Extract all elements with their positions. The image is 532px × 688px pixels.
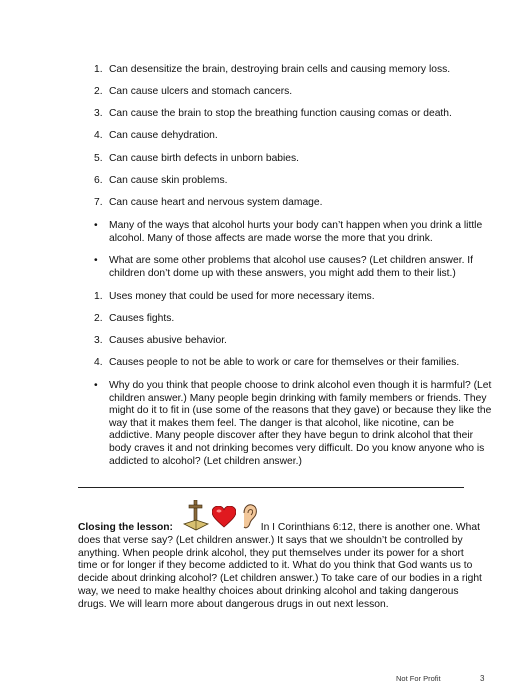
bullet-marker: • (94, 380, 98, 391)
list-item (94, 130, 494, 143)
list-item-text: Uses money that could be used for more necessary items. (109, 291, 375, 302)
list-number: 4. (94, 357, 103, 368)
list-item (94, 175, 494, 188)
list-item-text: Causes fights. (109, 313, 175, 324)
list-item-text: Can cause ulcers and stomach cancers. (109, 86, 293, 97)
list-item-text: Causes abusive behavior. (109, 335, 227, 346)
closing-body: In I Corinthians 6:12, there is another one. What does that verse say? (Let children answer.) It says that we shouldn’t be controlled by anything. When people drink alcohol, they put themselves under its power for a short time or for longer if they become addicted to it. What do you think that God wants us to decide about drinking alcohol? (Let children answer.) To take care of our bodies in a right way, we need to make healthy choices about drinking alcohol and taking dangerous drugs. We will learn more about dangerous drugs in out next lesson. (78, 522, 482, 610)
list-item (94, 313, 494, 326)
list-item-text: Can cause birth defects in unborn babies. (109, 153, 300, 164)
list-number: 3. (94, 108, 103, 119)
page-footer (396, 674, 485, 683)
list-item (94, 291, 494, 304)
closing-paragraph (78, 522, 486, 612)
section-divider (78, 487, 464, 488)
page-number: 3 (480, 674, 485, 683)
list-number: 1. (94, 291, 103, 302)
list-item-text: Causes people to not be able to work or care for themselves or their families. (109, 357, 460, 368)
bullet-marker: • (94, 220, 98, 231)
footer-label: Not For Profit (396, 674, 441, 683)
list-number: 3. (94, 335, 103, 346)
list-item (94, 153, 494, 166)
closing-heading: Closing the lesson: (78, 522, 173, 533)
list-number: 7. (94, 197, 103, 208)
list-item-text: Can cause heart and nervous system damage. (109, 197, 323, 208)
bullet-item-text: Why do you think that people choose to drink alcohol even though it is harmful? (Let children answer.) Many people begin drinking with family members or friends. They might do it to fit in (use some of the reasons that they gave) or because they like the way that it makes them feel. The danger is that alcohol, like nicotine, can be addictive. Many people discover after they have begun to drink alcohol that their body craves it and not drinking becomes very difficult. Do you know anyone who is addicted to alcohol? (Let children answer.) (109, 380, 492, 467)
list-item-text: Can cause dehydration. (109, 130, 218, 141)
cross-and-bible-icon (182, 500, 210, 532)
list-item (94, 64, 494, 77)
list-item-text: Can desensitize the brain, destroying brain cells and causing memory loss. (109, 64, 451, 75)
list-number: 4. (94, 130, 103, 141)
heart-icon (212, 506, 236, 528)
list-item (94, 357, 494, 370)
bullet-item-text: Many of the ways that alcohol hurts your body can’t happen when you drink a little alcohol. Many of those affects are made worse the more that you drink. (109, 220, 483, 244)
list-item (94, 335, 494, 348)
list-item-text: Can cause the brain to stop the breathing function causing comas or death. (109, 108, 452, 119)
list-item (94, 197, 494, 210)
ear-icon (240, 504, 258, 530)
clipart-group (176, 522, 258, 534)
list-number: 1. (94, 64, 103, 75)
list-item (94, 108, 494, 121)
bullet-item (94, 220, 494, 245)
list-item-text: Can cause skin problems. (109, 175, 228, 186)
bullet-item-text: What are some other problems that alcohol use causes? (Let children answer. If children don’t dome up with these answers, you might add them to their list.) (109, 255, 474, 279)
bullet-item (94, 255, 494, 280)
list-number: 2. (94, 86, 103, 97)
list-number: 5. (94, 153, 103, 164)
bullet-item (94, 380, 494, 468)
list-item (94, 86, 494, 99)
bullet-marker: • (94, 255, 98, 266)
list-number: 6. (94, 175, 103, 186)
list-number: 2. (94, 313, 103, 324)
